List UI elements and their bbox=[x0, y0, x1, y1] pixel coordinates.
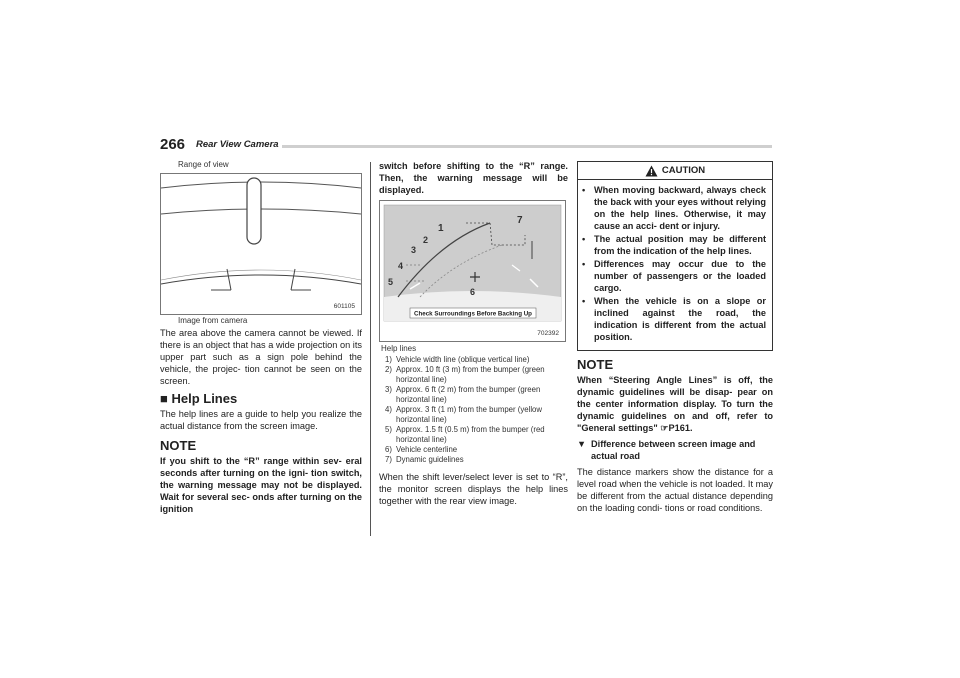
note-text: When “Steering Angle Lines” is off, the dynamic guidelines will be disap- pear on the center information display. To turn the dynamic guidelines on and off, refer to "General settings" ☞P161. bbox=[577, 375, 773, 433]
help-lines-caption: Help lines bbox=[381, 344, 417, 353]
note-heading: NOTE bbox=[160, 438, 197, 453]
caution-list bbox=[582, 184, 766, 343]
page-header bbox=[160, 136, 772, 156]
right-column bbox=[577, 160, 773, 514]
range-of-view-caption: Range of view bbox=[178, 160, 229, 169]
help-line-label-3: 3 bbox=[411, 245, 417, 255]
list-item: 1) Vehicle width line (oblique vertical line) bbox=[385, 355, 530, 364]
help-lines-screen bbox=[380, 201, 565, 341]
list-item: 6) Vehicle centerline bbox=[385, 445, 458, 454]
figure-code: 601105 bbox=[333, 303, 355, 310]
column-divider bbox=[370, 162, 371, 536]
image-from-camera-caption: Image from camera bbox=[178, 316, 248, 325]
list-item: • When moving backward, always check the back with your eyes without relying on the help lines. Otherwise, it may cause an acci- dent or injury. bbox=[582, 185, 766, 231]
caution-header bbox=[578, 162, 772, 180]
note-heading: NOTE bbox=[577, 357, 614, 372]
help-lines-intro: The help lines are a guide to help you realize the actual distance from the screen image. bbox=[160, 409, 362, 431]
help-line-label-5: 5 bbox=[388, 277, 394, 287]
shift-lever-text: When the shift lever/select lever is set to “R”, the monitor screen displays the help lines together with the rear view image. bbox=[379, 472, 568, 506]
help-line-label-2: 2 bbox=[423, 235, 429, 245]
note-continuation: switch before shifting to the “R” range. Then, the warning message will be displayed. bbox=[379, 161, 568, 195]
subheading: ▼ Difference between screen image and actual road bbox=[577, 439, 756, 461]
help-line-label-6: 6 bbox=[470, 287, 476, 297]
section-title: Rear View Camera bbox=[196, 139, 279, 150]
list-item: • Differences may occur due to the number of passengers or the loaded cargo. bbox=[582, 259, 766, 293]
page-number: 266 bbox=[160, 136, 186, 153]
help-line-label-1: 1 bbox=[438, 223, 444, 234]
help-lines-list bbox=[385, 355, 568, 465]
list-item: • The actual position may be different from the indication of the help lines. bbox=[582, 234, 766, 256]
note-text: If you shift to the “R” range within sev- eral seconds after turning on the igni- tion switch, the warning message may not be displayed. Wait for several sec- onds after turning on the ignition bbox=[160, 456, 362, 514]
camera-view-illustration bbox=[161, 174, 361, 314]
caution-title: CAUTION bbox=[661, 165, 706, 176]
caution-box bbox=[577, 161, 773, 351]
down-triangle-icon: ▼ bbox=[577, 439, 587, 449]
left-column bbox=[160, 160, 362, 515]
screen-warning-banner: Check Surroundings Before Backing Up bbox=[414, 310, 532, 318]
list-item: 2) Approx. 10 ft (3 m) from the bumper (green horizontal line) bbox=[385, 365, 545, 384]
figure-code: 702392 bbox=[537, 330, 559, 337]
header-rule bbox=[282, 145, 772, 148]
warning-triangle-icon bbox=[645, 165, 658, 177]
help-line-label-7: 7 bbox=[517, 215, 523, 226]
help-line-label-4: 4 bbox=[398, 261, 404, 271]
list-item: 5) Approx. 1.5 ft (0.5 m) from the bumper (red horizontal line) bbox=[385, 425, 545, 444]
range-of-view-figure bbox=[160, 173, 362, 315]
list-item: 4) Approx. 3 ft (1 m) from the bumper (yellow horizontal line) bbox=[385, 405, 543, 424]
help-lines-figure bbox=[379, 200, 566, 342]
help-lines-heading: ■ Help Lines bbox=[160, 391, 238, 406]
distance-markers-text: The distance markers show the distance for a level road when the vehicle is not loaded. It may be different from the actual distance depending on the loading condi- tions or road conditions. bbox=[577, 467, 773, 513]
camera-limitation-text: The area above the camera cannot be viewed. If there is an object that has a wide projection on its upper part such as a sign pole behind the vehicle, the projec- tion cannot be seen on the screen. bbox=[160, 328, 362, 386]
list-item: 3) Approx. 6 ft (2 m) from the bumper (green horizontal line) bbox=[385, 385, 541, 404]
list-item: 7) Dynamic guidelines bbox=[385, 455, 464, 464]
middle-column bbox=[379, 160, 568, 507]
list-item: • When the vehicle is on a slope or inclined against the road, the indication is different from the actual position. bbox=[582, 296, 766, 342]
